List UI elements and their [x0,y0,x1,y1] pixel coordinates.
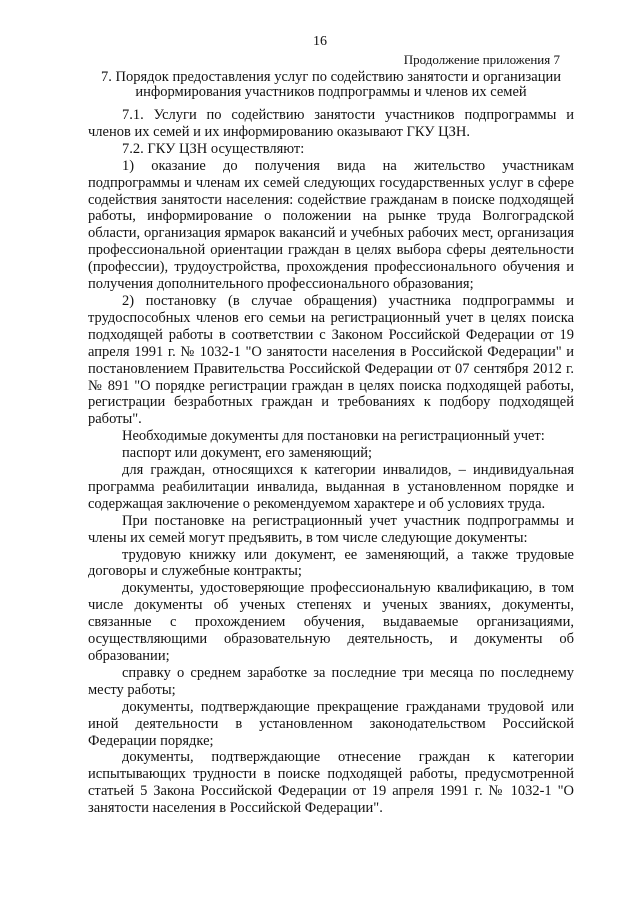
optional-document-category: документы, подтверждающие отнесение граждан к категории испытывающих трудности в поиске подходящей работы, предусмотренной статьей 5 Закона Российской Федерации от 19 апреля 1991 г. № 1032-1 "О занятости населения в Российской Федерации". [88,749,574,817]
list-item-2: 2) постановку (в случае обращения) участника подпрограммы и трудоспособных членов его семьи на регистрационный учет в целях поиска подходящей работы в соответствии с Законом Российской Федерации от 19 апреля 1991 г. № 1032-1 "О занятости населения в Российской Федерации" и постановлением Правительства Российской Федерации от 07 сентября 2012 г. № 891 "О порядке регистрации граждан в целях поиска подходящей работы, регистрации безработных граждан и требованиях к подбору подходящей работы". [88,292,574,428]
list-item-1: 1) оказание до получения вида на жительство участникам подпрограммы и членам их семей следующих государственных услуг в сфере содействия занятости населения: содействие гражданам в поиске подходящей работы, информирование о положении на рынке труда Волгоградской области, организация ярмарок вакансий и учебных рабочих мест, организация профессиональной ориентации граждан в целях выбора сферы деятельности (профессии), трудоустройства, прохождения профессионального обучения и получения дополнительного профессионального образования; [88,157,574,293]
paragraph-7-2: 7.2. ГКУ ЦЗН осуществляют: [122,140,305,157]
optional-document-qualification: документы, удостоверяющие профессиональную квалификацию, в том числе документы об ученых степенях и ученых званиях, документы, связанные с прохождением обучения, выдаваемые организациями, осуществляющими образовательную деятельность, и документы об образовании; [88,580,574,664]
optional-document-salary: справку о среднем заработке за последние три месяца по последнему месту работы; [88,664,574,698]
required-document-passport: паспорт или документ, его заменяющий; [122,445,373,462]
required-documents-intro: Необходимые документы для постановки на регистрационный учет: [122,428,545,445]
optional-document-workbook: трудовую книжку или документ, ее заменяющий, а также трудовые договоры и служебные контракты; [88,546,574,580]
appendix-label: Продолжение приложения 7 [403,52,560,67]
section-heading: 7. Порядок предоставления услуг по содействию занятости и организации информирования участников подпрограммы и членов их семей [101,69,561,100]
paragraph-7-1: 7.1. Услуги по содействию занятости участников подпрограммы и членов их семей и их информированию оказывают ГКУ ЦЗН. [88,107,574,140]
page-number: 16 [313,34,327,49]
required-document-disability: для граждан, относящихся к категории инвалидов, – индивидуальная программа реабилитации инвалида, выданная в установленном порядке и содержащая заключение о рекомендуемом характере и об условиях труда. [88,462,574,512]
document-body [88,107,574,817]
optional-document-termination: документы, подтверждающие прекращение гражданами трудовой или иной деятельности в установленном законодательством Российской Федерации порядке; [88,698,574,749]
optional-documents-intro: При постановке на регистрационный учет участник подпрограммы и члены их семей могут предъявить, в том числе следующие документы: [88,512,574,546]
